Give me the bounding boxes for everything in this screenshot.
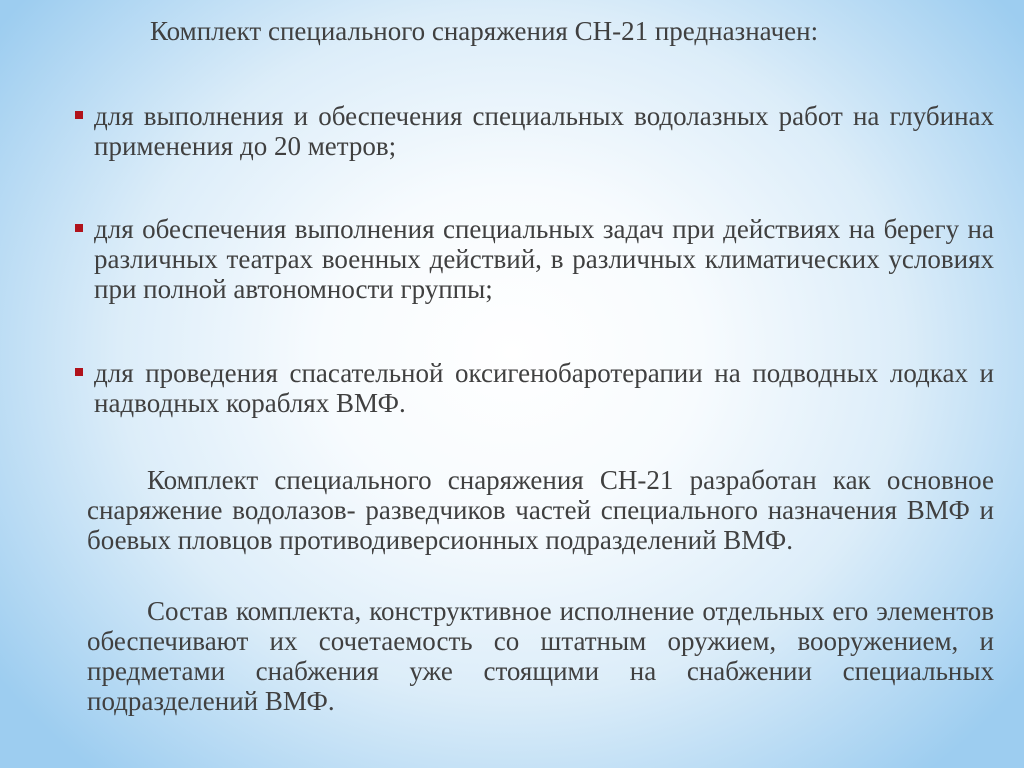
square-bullet-icon [75, 111, 83, 119]
square-bullet-icon [75, 368, 83, 376]
slide-title: Комплект специального снаряжения СН-21 предназначен: [150, 16, 819, 46]
bullet-item [72, 358, 994, 418]
bullet-item [72, 101, 994, 161]
bullet-text: для выполнения и обеспечения специальных водолазных работ на глубинах применения до 20 метров; [94, 101, 994, 161]
bullet-text: для проведения спасательной оксигенобаротерапии на подводных лодках и надводных кораблях ВМФ. [94, 358, 994, 418]
square-bullet-icon [75, 224, 83, 232]
bullet-text: для обеспечения выполнения специальных задач при действиях на берегу на различных театрах военных действий, в различных климатических условиях при полной автономности группы; [94, 214, 994, 304]
body-paragraph: Состав комплекта, конструктивное исполнение отдельных его элементов обеспечивают их сочетаемость со штатным оружием, вооружением, и предметами снабжения уже стоящими на снабжении специальных подразделений ВМФ. [87, 596, 994, 716]
body-paragraph: Комплект специального снаряжения СН-21 разработан как основное снаряжение водолазов- разведчиков частей специального назначения ВМФ и боевых пловцов противодиверсионных подразделений ВМФ. [87, 465, 994, 555]
bullet-item [72, 214, 994, 304]
